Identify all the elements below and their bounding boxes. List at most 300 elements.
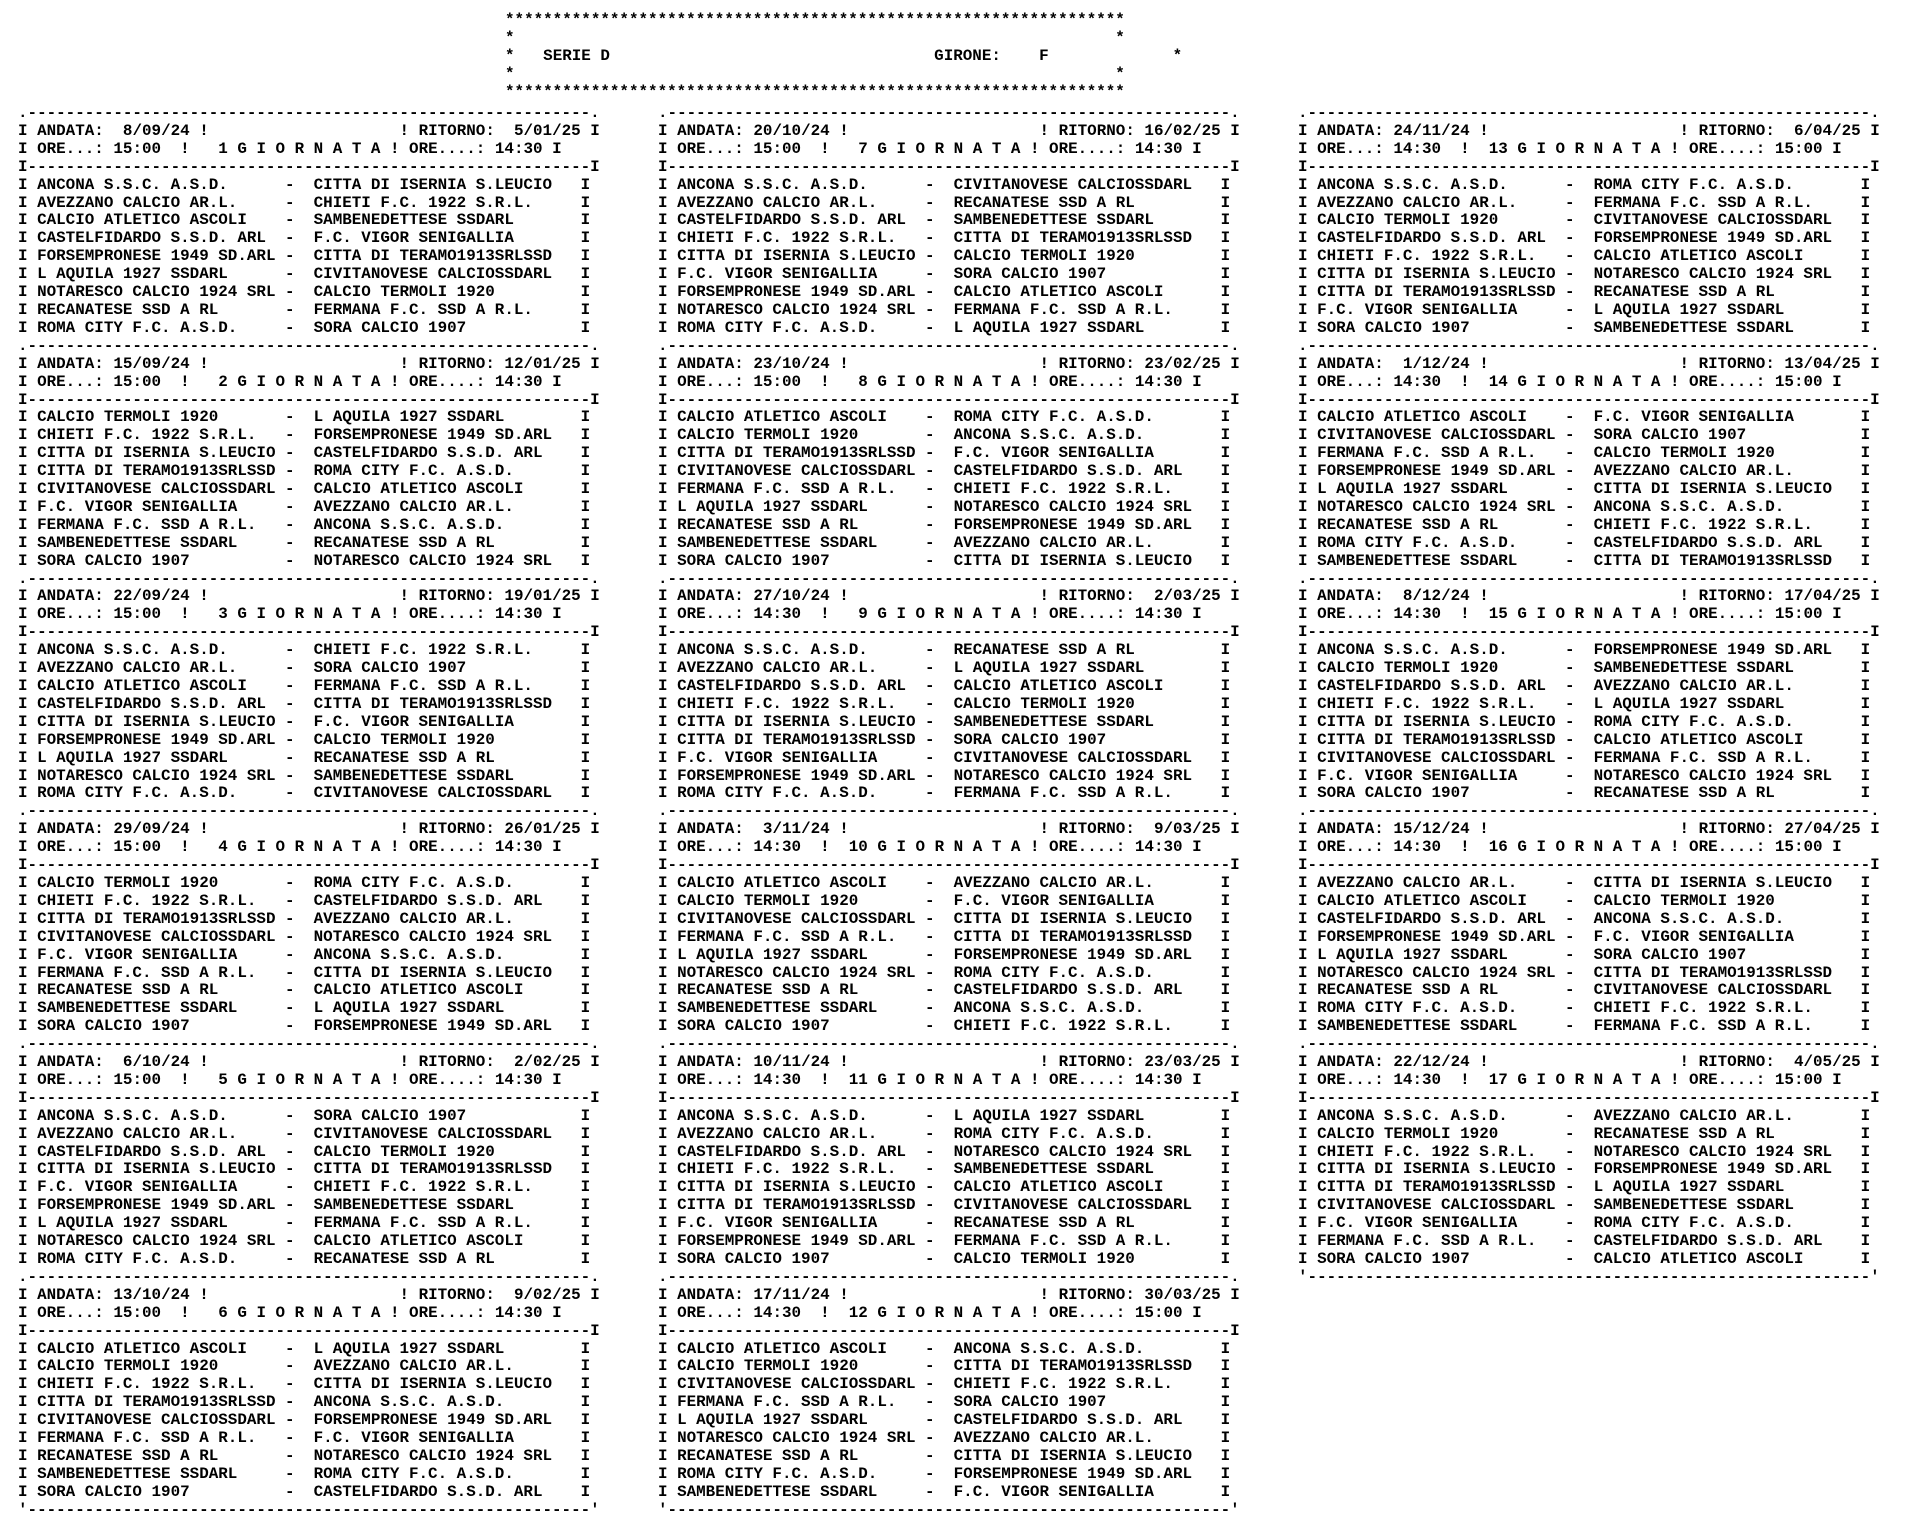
away-team: RECANATESE SSD A RL [953, 193, 1212, 212]
match-row: I CALCIO ATLETICO ASCOLI - FERMANA F.C. SSD A R.L. I [18, 677, 591, 695]
giornata-label: G I O R N A T A [877, 1303, 1021, 1322]
match-row: I AVEZZANO CALCIO AR.L. - SORA CALCIO 1907 I [18, 659, 591, 678]
round-top-border: .-----------------------------------------------------------. [1298, 336, 1880, 355]
round-top-border: .-----------------------------------------------------------. [658, 802, 1240, 821]
match-row: I SORA CALCIO 1907 - CASTELFIDARDO S.S.D. ARL I [18, 1482, 591, 1501]
home-team: CIVITANOVESE CALCIOSSDARL [37, 1411, 286, 1430]
ore-ritorno: 14:30 [494, 1303, 543, 1322]
round-top-border: .-----------------------------------------------------------. [18, 802, 600, 821]
match-row: I CASTELFIDARDO S.S.D. ARL - CALCIO TERMOLI 1920 I [18, 1142, 591, 1161]
home-team: CALCIO ATLETICO ASCOLI [1317, 408, 1566, 427]
away-team: ROMA CITY F.C. A.S.D. [1593, 712, 1852, 731]
home-team: SORA CALCIO 1907 [1317, 318, 1566, 337]
match-row: I CASTELFIDARDO S.S.D. ARL - F.C. VIGOR SENIGALLIA I [18, 229, 591, 248]
home-team: AVEZZANO CALCIO AR.L. [677, 193, 926, 212]
home-team: AVEZZANO CALCIO AR.L. [37, 193, 286, 212]
match-row: I CALCIO TERMOLI 1920 - RECANATESE SSD A RL I [1298, 1124, 1871, 1143]
match-row: I CITTA DI TERAMO1913SRLSSD - RECANATESE SSD A RL I [1298, 283, 1871, 302]
match-row: I L AQUILA 1927 SSDARL - FERMANA F.C. SSD A R.L. I [18, 1214, 591, 1233]
ore-andata-label: ORE...: [677, 605, 744, 624]
round-block: I ANDATA: 24/11/24 ! ! RITORNO: 6/04/25 I [1298, 121, 1880, 140]
home-team: FORSEMPRONESE 1949 SD.ARL [1317, 927, 1566, 946]
home-team: SAMBENEDETTESE SSDARL [677, 1482, 926, 1501]
ritorno-label: RITORNO: [1058, 587, 1135, 606]
match-row: I SORA CALCIO 1907 - CHIETI F.C. 1922 S.R.L. I [658, 1017, 1231, 1036]
match-row: I CITTA DI ISERNIA S.LEUCIO - NOTARESCO CALCIO 1924 SRL I [1298, 265, 1871, 284]
round-separator: I-----------------------------------------------------------I [18, 1088, 600, 1107]
home-team: SORA CALCIO 1907 [37, 1482, 286, 1501]
away-team: CITTA DI ISERNIA S.LEUCIO [953, 1446, 1212, 1465]
away-team: CALCIO TERMOLI 1920 [953, 694, 1212, 713]
away-team: L AQUILA 1927 SSDARL [953, 659, 1212, 678]
andata-label: ANDATA: [1317, 1053, 1384, 1072]
ore-andata: 14:30 [1393, 605, 1442, 624]
ore-andata: 14:30 [1393, 372, 1442, 391]
round-top-border: .-----------------------------------------------------------. [18, 569, 600, 588]
away-team: F.C. VIGOR SENIGALLIA [953, 891, 1212, 910]
home-team: ROMA CITY F.C. A.S.D. [37, 318, 286, 337]
away-team: ROMA CITY F.C. A.S.D. [1593, 1214, 1852, 1233]
away-team: RECANATESE SSD A RL [1593, 1124, 1852, 1143]
home-team: SAMBENEDETTESE SSDARL [677, 999, 926, 1018]
away-team: ROMA CITY F.C. A.S.D. [953, 1124, 1212, 1143]
round-top-border: .-----------------------------------------------------------. [1298, 802, 1880, 821]
away-team: CASTELFIDARDO S.S.D. ARL [1593, 533, 1852, 552]
away-team: FERMANA F.C. SSD A R.L. [313, 677, 572, 695]
away-team: CITTA DI TERAMO1913SRLSSD [313, 1160, 572, 1179]
match-row: I L AQUILA 1927 SSDARL - RECANATESE SSD A RL I [18, 748, 591, 767]
away-team: CHIETI F.C. 1922 S.R.L. [1593, 999, 1852, 1018]
match-row: I L AQUILA 1927 SSDARL - NOTARESCO CALCIO 1924 SRL I [658, 497, 1231, 516]
away-team: NOTARESCO CALCIO 1924 SRL [1593, 265, 1852, 284]
home-team: CALCIO TERMOLI 1920 [1317, 1124, 1566, 1143]
ritorno-date: 19/01/25 [504, 587, 581, 606]
home-team: FORSEMPRONESE 1949 SD.ARL [37, 730, 286, 749]
match-row: I F.C. VIGOR SENIGALLIA - RECANATESE SSD A RL I [658, 1214, 1231, 1233]
away-team: SORA CALCIO 1907 [953, 730, 1212, 749]
match-row: I F.C. VIGOR SENIGALLIA - ROMA CITY F.C. A.S.D. I [1298, 1214, 1871, 1233]
match-row: I CITTA DI ISERNIA S.LEUCIO - ROMA CITY F.C. A.S.D. I [1298, 712, 1871, 731]
round-top-border: .-----------------------------------------------------------. [18, 336, 600, 355]
home-team: ANCONA S.S.C. A.S.D. [1317, 1106, 1566, 1125]
ore-ritorno: 15:00 [1774, 372, 1823, 391]
home-team: SAMBENEDETTESE SSDARL [1317, 551, 1566, 570]
home-team: CITTA DI ISERNIA S.LEUCIO [37, 712, 286, 731]
away-team: SAMBENEDETTESE SSDARL [1593, 659, 1852, 678]
home-team: FERMANA F.C. SSD A R.L. [677, 927, 926, 946]
match-row: I F.C. VIGOR SENIGALLIA - ANCONA S.S.C. A.S.D. I [18, 945, 591, 964]
match-row: I L AQUILA 1927 SSDARL - SORA CALCIO 1907 I [1298, 945, 1871, 964]
ore-ritorno-label: ORE....: [409, 838, 486, 857]
match-row: I CITTA DI TERAMO1913SRLSSD - ANCONA S.S.C. A.S.D. I [18, 1393, 591, 1412]
home-team: F.C. VIGOR SENIGALLIA [1317, 300, 1566, 319]
away-team: CASTELFIDARDO S.S.D. ARL [953, 462, 1212, 481]
home-team: CALCIO TERMOLI 1920 [37, 408, 286, 427]
away-team: ROMA CITY F.C. A.S.D. [953, 408, 1212, 427]
ore-andata: 15:00 [113, 1303, 162, 1322]
giornata-label: G I O R N A T A [237, 139, 381, 158]
match-row: I AVEZZANO CALCIO AR.L. - ROMA CITY F.C. A.S.D. I [658, 1124, 1231, 1143]
home-team: CALCIO ATLETICO ASCOLI [1317, 891, 1566, 910]
match-row: I SORA CALCIO 1907 - SAMBENEDETTESE SSDARL I [1298, 318, 1871, 337]
round-top-border: .-----------------------------------------------------------. [658, 1035, 1240, 1054]
away-team: NOTARESCO CALCIO 1924 SRL [1593, 1142, 1852, 1161]
home-team: CASTELFIDARDO S.S.D. ARL [677, 1142, 926, 1161]
home-team: CALCIO TERMOLI 1920 [1317, 659, 1566, 678]
match-row: I ANCONA S.S.C. A.S.D. - AVEZZANO CALCIO AR.L. I [1298, 1106, 1871, 1125]
home-team: F.C. VIGOR SENIGALLIA [1317, 766, 1566, 785]
match-row: I CITTA DI ISERNIA S.LEUCIO - CALCIO ATLETICO ASCOLI I [658, 1178, 1231, 1197]
away-team: CITTA DI ISERNIA S.LEUCIO [313, 175, 572, 194]
away-team: CITTA DI TERAMO1913SRLSSD [313, 247, 572, 266]
away-team: AVEZZANO CALCIO AR.L. [1593, 677, 1852, 695]
home-team: CALCIO ATLETICO ASCOLI [37, 1339, 286, 1358]
match-row: I L AQUILA 1927 SSDARL - CIVITANOVESE CALCIOSSDARL I [18, 265, 591, 284]
match-row: I CHIETI F.C. 1922 S.R.L. - FORSEMPRONESE 1949 SD.ARL I [18, 426, 591, 445]
match-row: I CIVITANOVESE CALCIOSSDARL - CASTELFIDARDO S.S.D. ARL I [658, 462, 1231, 481]
ore-andata: 15:00 [113, 1070, 162, 1089]
round-block: I ANDATA: 23/10/24 ! ! RITORNO: 23/02/25 I [658, 354, 1240, 373]
away-team: CASTELFIDARDO S.S.D. ARL [313, 444, 572, 463]
match-row: I CIVITANOVESE CALCIOSSDARL - SAMBENEDETTESE SSDARL I [1298, 1196, 1871, 1215]
match-row: I CALCIO ATLETICO ASCOLI - CALCIO TERMOLI 1920 I [1298, 891, 1871, 910]
away-team: CIVITANOVESE CALCIOSSDARL [1593, 981, 1852, 1000]
ore-ritorno-label: ORE....: [1689, 139, 1766, 158]
match-row: I F.C. VIGOR SENIGALLIA - SORA CALCIO 1907 I [658, 265, 1231, 284]
match-row: I AVEZZANO CALCIO AR.L. - L AQUILA 1927 SSDARL I [658, 659, 1231, 678]
away-team: F.C. VIGOR SENIGALLIA [953, 444, 1212, 463]
match-row: I ANCONA S.S.C. A.S.D. - L AQUILA 1927 SSDARL I [658, 1106, 1231, 1125]
giornata-label: G I O R N A T A [1517, 1070, 1661, 1089]
home-team: CITTA DI TERAMO1913SRLSSD [677, 730, 926, 749]
home-team: FERMANA F.C. SSD A R.L. [37, 1429, 286, 1448]
match-row: I CITTA DI ISERNIA S.LEUCIO - FORSEMPRONESE 1949 SD.ARL I [1298, 1160, 1871, 1179]
match-row: I CASTELFIDARDO S.S.D. ARL - CITTA DI TERAMO1913SRLSSD I [18, 694, 591, 713]
match-row: I CALCIO TERMOLI 1920 - CITTA DI TERAMO1913SRLSSD I [658, 1357, 1231, 1376]
round-top-border: .-----------------------------------------------------------. [1298, 104, 1880, 122]
away-team: CALCIO ATLETICO ASCOLI [313, 981, 572, 1000]
round-separator: I-----------------------------------------------------------I [18, 157, 600, 176]
home-team: CIVITANOVESE CALCIOSSDARL [37, 927, 286, 946]
ore-ritorno: 15:00 [1774, 605, 1823, 624]
home-team: CASTELFIDARDO S.S.D. ARL [37, 229, 286, 248]
ore-andata: 14:30 [753, 838, 802, 857]
match-row: I CIVITANOVESE CALCIOSSDARL - FORSEMPRONESE 1949 SD.ARL I [18, 1411, 591, 1430]
home-team: CIVITANOVESE CALCIOSSDARL [37, 480, 286, 499]
ritorno-date: 13/04/25 [1784, 354, 1861, 373]
away-team: CASTELFIDARDO S.S.D. ARL [313, 1482, 572, 1501]
away-team: NOTARESCO CALCIO 1924 SRL [953, 497, 1212, 516]
match-row: I FERMANA F.C. SSD A R.L. - CITTA DI ISERNIA S.LEUCIO I [18, 963, 591, 982]
home-team: ANCONA S.S.C. A.S.D. [1317, 175, 1566, 194]
match-row: I ANCONA S.S.C. A.S.D. - ROMA CITY F.C. A.S.D. I [1298, 175, 1871, 194]
ore-andata-label: ORE...: [37, 1303, 104, 1322]
ritorno-date: 16/02/25 [1144, 121, 1221, 140]
home-team: ROMA CITY F.C. A.S.D. [677, 784, 926, 803]
match-row: I F.C. VIGOR SENIGALLIA - CHIETI F.C. 1922 S.R.L. I [18, 1178, 591, 1197]
away-team: CALCIO ATLETICO ASCOLI [953, 1178, 1212, 1197]
away-team: SORA CALCIO 1907 [953, 265, 1212, 284]
ore-ritorno: 14:30 [1134, 1070, 1183, 1089]
match-row: I ROMA CITY F.C. A.S.D. - CIVITANOVESE CALCIOSSDARL I [18, 784, 591, 803]
ore-ritorno: 14:30 [494, 605, 543, 624]
round-separator: I-----------------------------------------------------------I [658, 856, 1240, 875]
away-team: NOTARESCO CALCIO 1924 SRL [953, 1142, 1212, 1161]
match-row: I CIVITANOVESE CALCIOSSDARL - CITTA DI ISERNIA S.LEUCIO I [658, 909, 1231, 928]
andata-label: ANDATA: [37, 820, 104, 839]
giornata-label: G I O R N A T A [877, 838, 1021, 857]
home-team: RECANATESE SSD A RL [37, 300, 286, 319]
home-team: NOTARESCO CALCIO 1924 SRL [677, 963, 926, 982]
home-team: NOTARESCO CALCIO 1924 SRL [37, 1232, 286, 1251]
home-team: CASTELFIDARDO S.S.D. ARL [1317, 909, 1566, 928]
home-team: AVEZZANO CALCIO AR.L. [1317, 193, 1566, 212]
away-team: CIVITANOVESE CALCIOSSDARL [953, 175, 1212, 194]
match-row: I RECANATESE SSD A RL - CITTA DI ISERNIA S.LEUCIO I [658, 1446, 1231, 1465]
round-block: I ANDATA: 13/10/24 ! ! RITORNO: 9/02/25 I [18, 1285, 600, 1304]
match-row: I NOTARESCO CALCIO 1924 SRL - AVEZZANO CALCIO AR.L. I [658, 1429, 1231, 1448]
match-row: I AVEZZANO CALCIO AR.L. - RECANATESE SSD A RL I [658, 193, 1231, 212]
ore-ritorno: 15:00 [1774, 1070, 1823, 1089]
away-team: CITTA DI TERAMO1913SRLSSD [953, 927, 1212, 946]
home-team: CALCIO TERMOLI 1920 [1317, 211, 1566, 230]
away-team: CALCIO ATLETICO ASCOLI [953, 677, 1212, 695]
round-block: I ANDATA: 1/12/24 ! ! RITORNO: 13/04/25 I [1298, 354, 1880, 373]
home-team: ANCONA S.S.C. A.S.D. [677, 175, 926, 194]
home-team: F.C. VIGOR SENIGALLIA [37, 1178, 286, 1197]
match-row: I NOTARESCO CALCIO 1924 SRL - CALCIO TERMOLI 1920 I [18, 283, 591, 302]
round-top-border: .-----------------------------------------------------------. [658, 104, 1240, 122]
home-team: L AQUILA 1927 SSDARL [37, 1214, 286, 1233]
home-team: CITTA DI TERAMO1913SRLSSD [1317, 283, 1566, 302]
match-row: I NOTARESCO CALCIO 1924 SRL - CALCIO ATLETICO ASCOLI I [18, 1232, 591, 1251]
away-team: F.C. VIGOR SENIGALLIA [953, 1482, 1212, 1501]
match-row: I FORSEMPRONESE 1949 SD.ARL - CITTA DI TERAMO1913SRLSSD I [18, 247, 591, 266]
andata-date: 20/10/24 [753, 121, 830, 140]
ritorno-date: 27/04/25 [1784, 820, 1861, 839]
away-team: NOTARESCO CALCIO 1924 SRL [953, 766, 1212, 785]
ritorno-label: RITORNO: [1058, 1285, 1135, 1304]
ore-ritorno-label: ORE....: [1689, 605, 1766, 624]
away-team: ANCONA S.S.C. A.S.D. [313, 1393, 572, 1412]
away-team: SAMBENEDETTESE SSDARL [313, 1196, 572, 1215]
away-team: SAMBENEDETTESE SSDARL [953, 712, 1212, 731]
away-team: NOTARESCO CALCIO 1924 SRL [313, 927, 572, 946]
home-team: ANCONA S.S.C. A.S.D. [1317, 641, 1566, 660]
round-separator: I-----------------------------------------------------------I [1298, 623, 1880, 642]
home-team: CALCIO ATLETICO ASCOLI [677, 1339, 926, 1358]
andata-date: 6/10/24 [113, 1053, 190, 1072]
match-row: I SORA CALCIO 1907 - FORSEMPRONESE 1949 SD.ARL I [18, 1017, 591, 1036]
match-row: I SORA CALCIO 1907 - CALCIO TERMOLI 1920 I [658, 1250, 1231, 1268]
giornata-number: 4 [208, 838, 228, 857]
away-team: CHIETI F.C. 1922 S.R.L. [953, 1375, 1212, 1394]
away-team: SAMBENEDETTESE SSDARL [313, 211, 572, 230]
away-team: RECANATESE SSD A RL [313, 1250, 572, 1268]
round-separator: I-----------------------------------------------------------I [658, 623, 1240, 642]
ritorno-date: 2/02/25 [504, 1053, 581, 1072]
match-row: I CITTA DI TERAMO1913SRLSSD - AVEZZANO CALCIO AR.L. I [18, 909, 591, 928]
away-team: CASTELFIDARDO S.S.D. ARL [953, 981, 1212, 1000]
ore-andata-label: ORE...: [1317, 372, 1384, 391]
away-team: CASTELFIDARDO S.S.D. ARL [313, 891, 572, 910]
away-team: FORSEMPRONESE 1949 SD.ARL [1593, 229, 1852, 248]
match-row: I L AQUILA 1927 SSDARL - CITTA DI ISERNIA S.LEUCIO I [1298, 480, 1871, 499]
home-team: CALCIO TERMOLI 1920 [37, 873, 286, 892]
round-separator: I-----------------------------------------------------------I [658, 1088, 1240, 1107]
ore-ritorno: 14:30 [1134, 605, 1183, 624]
away-team: AVEZZANO CALCIO AR.L. [313, 497, 572, 516]
ritorno-label: RITORNO: [1058, 820, 1135, 839]
match-row: I SAMBENEDETTESE SSDARL - ANCONA S.S.C. A.S.D. I [658, 999, 1231, 1018]
away-team: NOTARESCO CALCIO 1924 SRL [313, 551, 572, 570]
away-team: CITTA DI ISERNIA S.LEUCIO [1593, 480, 1852, 499]
round-separator: I-----------------------------------------------------------I [658, 157, 1240, 176]
away-team: FERMANA F.C. SSD A R.L. [953, 1232, 1212, 1251]
ore-andata: 15:00 [113, 605, 162, 624]
giornata-label: G I O R N A T A [1517, 372, 1661, 391]
away-team: CHIETI F.C. 1922 S.R.L. [313, 1178, 572, 1197]
ore-andata: 14:30 [753, 1070, 802, 1089]
home-team: CHIETI F.C. 1922 S.R.L. [677, 1160, 926, 1179]
match-row: I FORSEMPRONESE 1949 SD.ARL - SAMBENEDETTESE SSDARL I [18, 1196, 591, 1215]
ore-andata: 15:00 [753, 139, 802, 158]
ore-ritorno-label: ORE....: [1049, 1303, 1126, 1322]
away-team: AVEZZANO CALCIO AR.L. [953, 1429, 1212, 1448]
match-row: I SORA CALCIO 1907 - CITTA DI ISERNIA S.LEUCIO I [658, 551, 1231, 570]
match-row: I CITTA DI TERAMO1913SRLSSD - ROMA CITY F.C. A.S.D. I [18, 462, 591, 481]
away-team: L AQUILA 1927 SSDARL [313, 1339, 572, 1358]
away-team: SORA CALCIO 1907 [953, 1393, 1212, 1412]
home-team: AVEZZANO CALCIO AR.L. [677, 659, 926, 678]
ore-andata: 15:00 [113, 838, 162, 857]
home-team: L AQUILA 1927 SSDARL [677, 945, 926, 964]
match-row: I CITTA DI TERAMO1913SRLSSD - F.C. VIGOR SENIGALLIA I [658, 444, 1231, 463]
away-team: NOTARESCO CALCIO 1924 SRL [313, 1446, 572, 1465]
andata-label: ANDATA: [37, 587, 104, 606]
ritorno-date: 26/01/25 [504, 820, 581, 839]
home-team: FERMANA F.C. SSD A R.L. [1317, 1232, 1566, 1251]
andata-label: ANDATA: [1317, 121, 1384, 140]
ore-ritorno: 15:00 [1774, 139, 1823, 158]
match-row: I CITTA DI ISERNIA S.LEUCIO - CALCIO TERMOLI 1920 I [658, 247, 1231, 266]
match-row: I FERMANA F.C. SSD A R.L. - SORA CALCIO 1907 I [658, 1393, 1231, 1412]
giornata-label: G I O R N A T A [1517, 139, 1661, 158]
ore-ritorno-label: ORE....: [409, 139, 486, 158]
giornata-number: 14 [1488, 372, 1508, 391]
ore-andata-label: ORE...: [677, 372, 744, 391]
match-row: I L AQUILA 1927 SSDARL - CASTELFIDARDO S.S.D. ARL I [658, 1411, 1231, 1430]
away-team: CITTA DI TERAMO1913SRLSSD [953, 1357, 1212, 1376]
match-row: I FERMANA F.C. SSD A R.L. - F.C. VIGOR SENIGALLIA I [18, 1429, 591, 1448]
giornata-number: 13 [1488, 139, 1508, 158]
ore-andata-label: ORE...: [1317, 605, 1384, 624]
home-team: ROMA CITY F.C. A.S.D. [1317, 533, 1566, 552]
round-block: I ANDATA: 20/10/24 ! ! RITORNO: 16/02/25 I [658, 121, 1240, 140]
home-team: CHIETI F.C. 1922 S.R.L. [677, 229, 926, 248]
home-team: SORA CALCIO 1907 [37, 551, 286, 570]
ore-ritorno-label: ORE....: [409, 605, 486, 624]
away-team: AVEZZANO CALCIO AR.L. [953, 533, 1212, 552]
match-row: I CASTELFIDARDO S.S.D. ARL - FORSEMPRONESE 1949 SD.ARL I [1298, 229, 1871, 248]
away-team: FORSEMPRONESE 1949 SD.ARL [313, 1017, 572, 1036]
away-team: ROMA CITY F.C. A.S.D. [313, 462, 572, 481]
away-team: L AQUILA 1927 SSDARL [953, 1106, 1212, 1125]
home-team: CITTA DI ISERNIA S.LEUCIO [1317, 265, 1566, 284]
away-team: CIVITANOVESE CALCIOSSDARL [313, 1124, 572, 1143]
away-team: CALCIO TERMOLI 1920 [313, 283, 572, 302]
away-team: FORSEMPRONESE 1949 SD.ARL [1593, 641, 1852, 660]
andata-label: ANDATA: [37, 1285, 104, 1304]
ritorno-label: RITORNO: [1698, 1053, 1775, 1072]
away-team: CITTA DI ISERNIA S.LEUCIO [313, 963, 572, 982]
away-team: AVEZZANO CALCIO AR.L. [313, 1357, 572, 1376]
ore-andata: 14:30 [1393, 1070, 1442, 1089]
ore-andata-label: ORE...: [1317, 1070, 1384, 1089]
ritorno-date: 17/04/25 [1784, 587, 1861, 606]
away-team: L AQUILA 1927 SSDARL [1593, 694, 1852, 713]
away-team: SAMBENEDETTESE SSDARL [1593, 1196, 1852, 1215]
andata-date: 3/11/24 [753, 820, 830, 839]
round-block: I ANDATA: 17/11/24 ! ! RITORNO: 30/03/25 I [658, 1285, 1240, 1304]
giornata-number: 5 [208, 1070, 228, 1089]
round-top-border: .-----------------------------------------------------------. [658, 569, 1240, 588]
home-team: CITTA DI ISERNIA S.LEUCIO [1317, 712, 1566, 731]
away-team: ROMA CITY F.C. A.S.D. [313, 873, 572, 892]
andata-label: ANDATA: [677, 354, 744, 373]
ritorno-date: 9/03/25 [1144, 820, 1221, 839]
andata-label: ANDATA: [677, 1053, 744, 1072]
ore-ritorno-label: ORE....: [1049, 372, 1126, 391]
away-team: CALCIO ATLETICO ASCOLI [313, 1232, 572, 1251]
away-team: F.C. VIGOR SENIGALLIA [1593, 408, 1852, 427]
home-team: FORSEMPRONESE 1949 SD.ARL [677, 283, 926, 302]
match-row: I CITTA DI ISERNIA S.LEUCIO - F.C. VIGOR SENIGALLIA I [18, 712, 591, 731]
giornata-number: 16 [1488, 838, 1508, 857]
match-row: I CHIETI F.C. 1922 S.R.L. - CALCIO TERMOLI 1920 I [658, 694, 1231, 713]
match-row: I ROMA CITY F.C. A.S.D. - CASTELFIDARDO S.S.D. ARL I [1298, 533, 1871, 552]
giornata-number: 11 [848, 1070, 868, 1089]
home-team: CIVITANOVESE CALCIOSSDARL [677, 909, 926, 928]
match-row: I CALCIO ATLETICO ASCOLI - SAMBENEDETTESE SSDARL I [18, 211, 591, 230]
away-team: FERMANA F.C. SSD A R.L. [313, 300, 572, 319]
away-team: F.C. VIGOR SENIGALLIA [313, 1429, 572, 1448]
match-row: I CITTA DI ISERNIA S.LEUCIO - CITTA DI TERAMO1913SRLSSD I [18, 1160, 591, 1179]
round-top-border: .-----------------------------------------------------------. [18, 1035, 600, 1054]
away-team: ANCONA S.S.C. A.S.D. [1593, 909, 1852, 928]
round-top-border: .-----------------------------------------------------------. [1298, 1035, 1880, 1054]
ritorno-label: RITORNO: [1698, 820, 1775, 839]
andata-date: 23/10/24 [753, 354, 830, 373]
andata-date: 13/10/24 [113, 1285, 190, 1304]
round-separator: I-----------------------------------------------------------I [18, 856, 600, 875]
away-team: CALCIO TERMOLI 1920 [313, 1142, 572, 1161]
home-team: NOTARESCO CALCIO 1924 SRL [677, 300, 926, 319]
giornata-number: 15 [1488, 605, 1508, 624]
match-row: I CHIETI F.C. 1922 S.R.L. - SAMBENEDETTESE SSDARL I [658, 1160, 1231, 1179]
home-team: RECANATESE SSD A RL [37, 981, 286, 1000]
andata-label: ANDATA: [677, 121, 744, 140]
match-row: I CASTELFIDARDO S.S.D. ARL - CALCIO ATLETICO ASCOLI I [658, 677, 1231, 695]
girone-value: F [1039, 46, 1049, 65]
andata-label: ANDATA: [37, 121, 104, 140]
home-team: CITTA DI TERAMO1913SRLSSD [1317, 1178, 1566, 1197]
home-team: ANCONA S.S.C. A.S.D. [677, 1106, 926, 1125]
away-team: CHIETI F.C. 1922 S.R.L. [953, 1017, 1212, 1036]
home-team: AVEZZANO CALCIO AR.L. [677, 1124, 926, 1143]
match-row: I CHIETI F.C. 1922 S.R.L. - CITTA DI ISERNIA S.LEUCIO I [18, 1375, 591, 1394]
giornata-label: G I O R N A T A [237, 605, 381, 624]
